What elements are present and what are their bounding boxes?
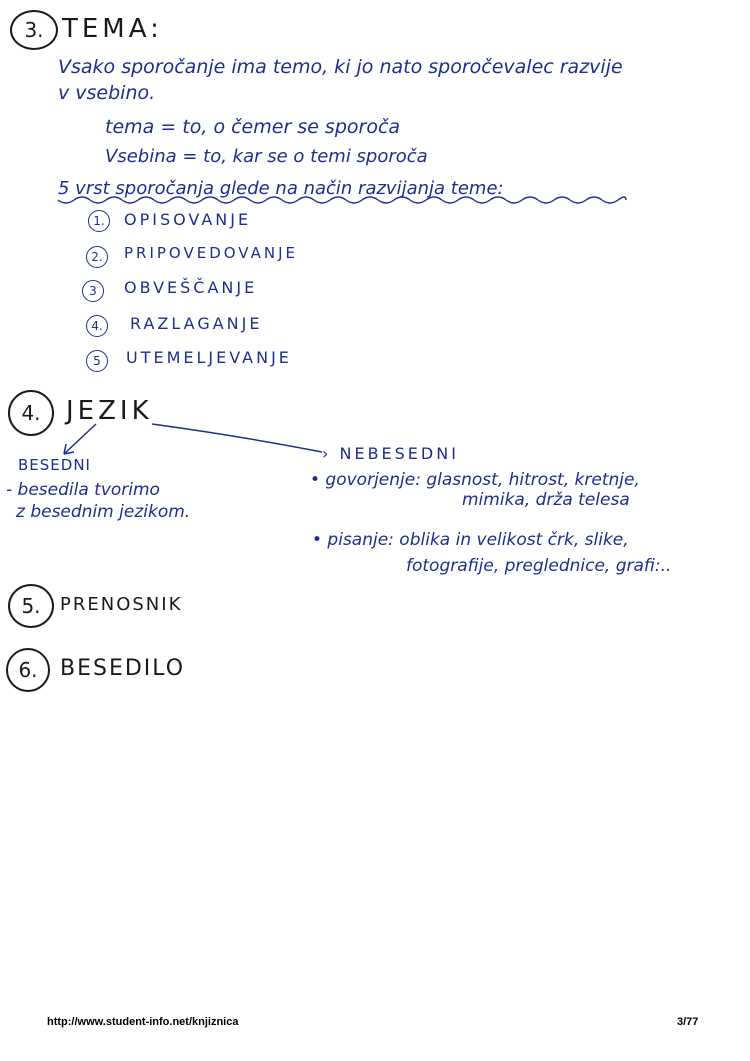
govorjenje-line2: mimika, drža telesa: [462, 490, 630, 510]
type-label: RAZLAGANJE: [130, 314, 263, 333]
footer-page-number: 3/77: [677, 1016, 699, 1028]
type-number: 5: [93, 354, 101, 368]
type-number: 4.: [91, 319, 103, 333]
footer-url: http://www.student-info.net/knjiznica: [47, 1016, 239, 1028]
type-number: 2.: [91, 250, 103, 264]
types-heading: 5 vrst sporočanja glede na način razvijanja teme:: [58, 178, 504, 199]
tema-intro-line1: Vsako sporočanje ima temo, ki jo nato sporočevalec razvije: [58, 56, 623, 78]
definition-tema: tema = to, o čemer se sporoča: [105, 116, 401, 138]
type-label: OPISOVANJE: [124, 210, 252, 229]
type-number: 1.: [93, 214, 105, 228]
type-number: 3: [89, 284, 97, 298]
type-label: UTEMELJEVANJE: [126, 348, 292, 367]
type-label: OBVEŠČANJE: [124, 278, 258, 297]
section-number: 5.: [21, 594, 41, 618]
section-title: TEMA:: [62, 14, 163, 44]
nebesedni-heading-text: NEBESEDNI: [339, 444, 459, 463]
arrow-to-besedni: [64, 424, 96, 454]
tema-intro-line2: v vsebino.: [58, 82, 156, 104]
govorjenje-line1: • govorjenje: glasnost, hitrost, kretnje,: [310, 470, 640, 490]
section-title: JEZIK: [66, 396, 153, 426]
besedni-line2: z besednim jezikom.: [16, 502, 191, 522]
arrow-to-nebesedni: [152, 424, 322, 452]
type-label: PRIPOVEDOVANJE: [124, 244, 298, 262]
pisanje-line2: fotografije, preglednice, grafi:..: [406, 556, 672, 576]
definition-vsebina: Vsebina = to, kar se o temi sporoča: [105, 146, 428, 167]
pisanje-line1: • pisanje: oblika in velikost črk, slike,: [312, 530, 629, 550]
besedni-heading: BESEDNI: [18, 456, 91, 474]
section-number: 3.: [24, 18, 44, 42]
section-number: 6.: [18, 658, 38, 682]
besedni-line1: - besedila tvorimo: [6, 480, 160, 500]
nebesedni-heading: › NEBESEDNI: [322, 444, 459, 463]
wavy-underline: [58, 197, 626, 203]
section-title: PRENOSNIK: [60, 594, 183, 615]
section-number: 4.: [21, 401, 41, 425]
section-title: BESEDILO: [60, 656, 186, 681]
